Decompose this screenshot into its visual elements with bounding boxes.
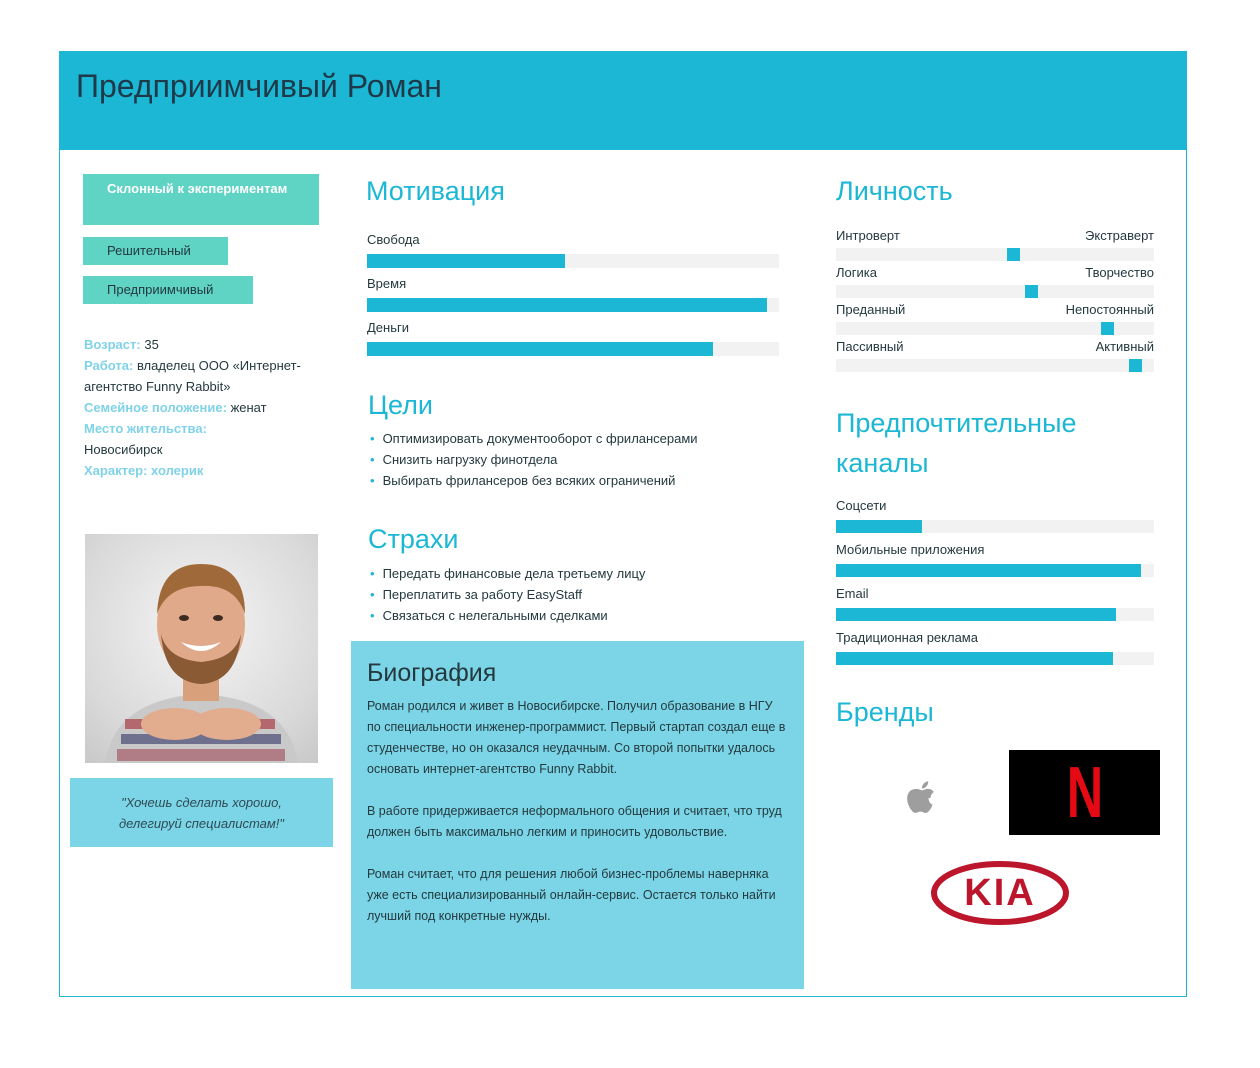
header [60, 52, 1186, 150]
list-item: • Переплатить за работу EasyStaff [370, 584, 645, 605]
family-label: Семейное положение: [84, 400, 227, 415]
apple-icon [906, 780, 936, 819]
channel-bar-fill [836, 564, 1141, 577]
kia-text: KIA [964, 872, 1036, 914]
persona-card [59, 51, 1187, 997]
motivation-bar-track [367, 342, 779, 356]
list-item: • Передать финансовые дела третьему лицу [370, 563, 645, 584]
personality-right-label: Непостоянный [1065, 302, 1154, 317]
channel-bar-track [836, 652, 1154, 665]
personality-marker [1129, 359, 1142, 372]
channel-label: Email [836, 586, 869, 601]
list-item: • Оптимизировать документооборот с фрилансерами [370, 428, 698, 449]
trait-tag: Склонный к экспериментам [83, 174, 319, 225]
persona-info [84, 334, 314, 481]
biography-paragraph: В работе придерживается неформального общения и считает, что труд должен быть максимально легким и приносить удовольствие. [367, 804, 782, 839]
personality-track [836, 359, 1154, 372]
channel-label: Мобильные приложения [836, 542, 985, 557]
motivation-bar-track [367, 298, 779, 312]
personality-row [836, 339, 1154, 354]
channel-bar-fill [836, 608, 1116, 621]
personality-left-label: Логика [836, 265, 877, 280]
goals-title: Цели [368, 390, 433, 420]
age-value: 35 [144, 337, 159, 352]
channel-bar-track [836, 564, 1154, 577]
persona-quote: "Хочешь сделать хорошо, делегируй специалистам!" [70, 778, 333, 847]
biography-title: Биография [367, 659, 497, 687]
biography-paragraph: Роман родился и живет в Новосибирске. Получил образование в НГУ по специальности инженер-программист. Первый стартап создал еще в студенчестве, но он оказался неудачным. Со второй попытки удалось основать интернет-агентство Funny Rabbit. [367, 699, 786, 776]
fears-title: Страхи [368, 524, 459, 554]
motivation-bar-track [367, 254, 779, 268]
personality-track [836, 285, 1154, 298]
motivation-label: Свобода [367, 232, 420, 247]
biography-paragraph: Роман считает, что для решения любой бизнес-проблемы наверняка уже есть специализированный онлайн-сервис. Остается только найти лучший под конкретные нужды. [367, 867, 776, 923]
channel-bar-fill [836, 652, 1113, 665]
trait-tag: Предприимчивый [83, 276, 253, 304]
motivation-bar-fill [367, 342, 713, 356]
personality-row [836, 228, 1154, 243]
city-value: Новосибирск [84, 442, 163, 457]
persona-photo-illustration [85, 534, 318, 763]
channel-bar-track [836, 608, 1154, 621]
age-label: Возраст: [84, 337, 141, 352]
channel-bar-track [836, 520, 1154, 533]
personality-left-label: Интроверт [836, 228, 900, 243]
personality-right-label: Экстраверт [1085, 228, 1154, 243]
fears-list [370, 563, 645, 626]
kia-logo [930, 860, 1070, 931]
personality-left-label: Пассивный [836, 339, 904, 354]
trait-tag: Решительный [83, 237, 228, 265]
list-item: • Выбирать фрилансеров без всяких ограничений [370, 470, 698, 491]
personality-right-label: Творчество [1085, 265, 1154, 280]
motivation-label: Время [367, 276, 407, 291]
channel-label: Традиционная реклама [836, 630, 978, 645]
personality-track [836, 322, 1154, 335]
biography-box [351, 641, 804, 989]
personality-title: Личность [836, 176, 953, 206]
netflix-logo [1009, 750, 1160, 835]
motivation-title: Мотивация [366, 176, 505, 206]
personality-marker [1007, 248, 1020, 261]
motivation-bar-fill [367, 254, 565, 268]
brands-title: Бренды [836, 697, 934, 727]
list-item: • Связаться с нелегальными сделками [370, 605, 645, 626]
work-value: владелец ООО «Интернет-агентство Funny Rabbit» [84, 358, 301, 394]
persona-photo [85, 534, 318, 763]
page-title: Предприимчивый Роман [76, 68, 442, 104]
city-label: Место жительства: [84, 421, 207, 436]
personality-right-label: Активный [1095, 339, 1154, 354]
channels-title-line: Предпочтительные [836, 408, 1077, 438]
personality-marker [1101, 322, 1114, 335]
work-label: Работа: [84, 358, 134, 373]
personality-row [836, 265, 1154, 280]
channel-label: Соцсети [836, 498, 887, 513]
netflix-letter: N [1066, 752, 1103, 833]
list-item: • Снизить нагрузку финотдела [370, 449, 698, 470]
personality-track [836, 248, 1154, 261]
goals-list [370, 428, 698, 491]
motivation-bar-fill [367, 298, 767, 312]
personality-marker [1025, 285, 1038, 298]
character-value: Характер: холерик [84, 463, 204, 478]
channels-title-line: каналы [836, 448, 929, 478]
personality-left-label: Преданный [836, 302, 906, 317]
motivation-label: Деньги [367, 320, 409, 335]
channel-bar-fill [836, 520, 922, 533]
personality-row [836, 302, 1154, 317]
family-value: женат [230, 400, 267, 415]
channels-title [836, 403, 1077, 483]
